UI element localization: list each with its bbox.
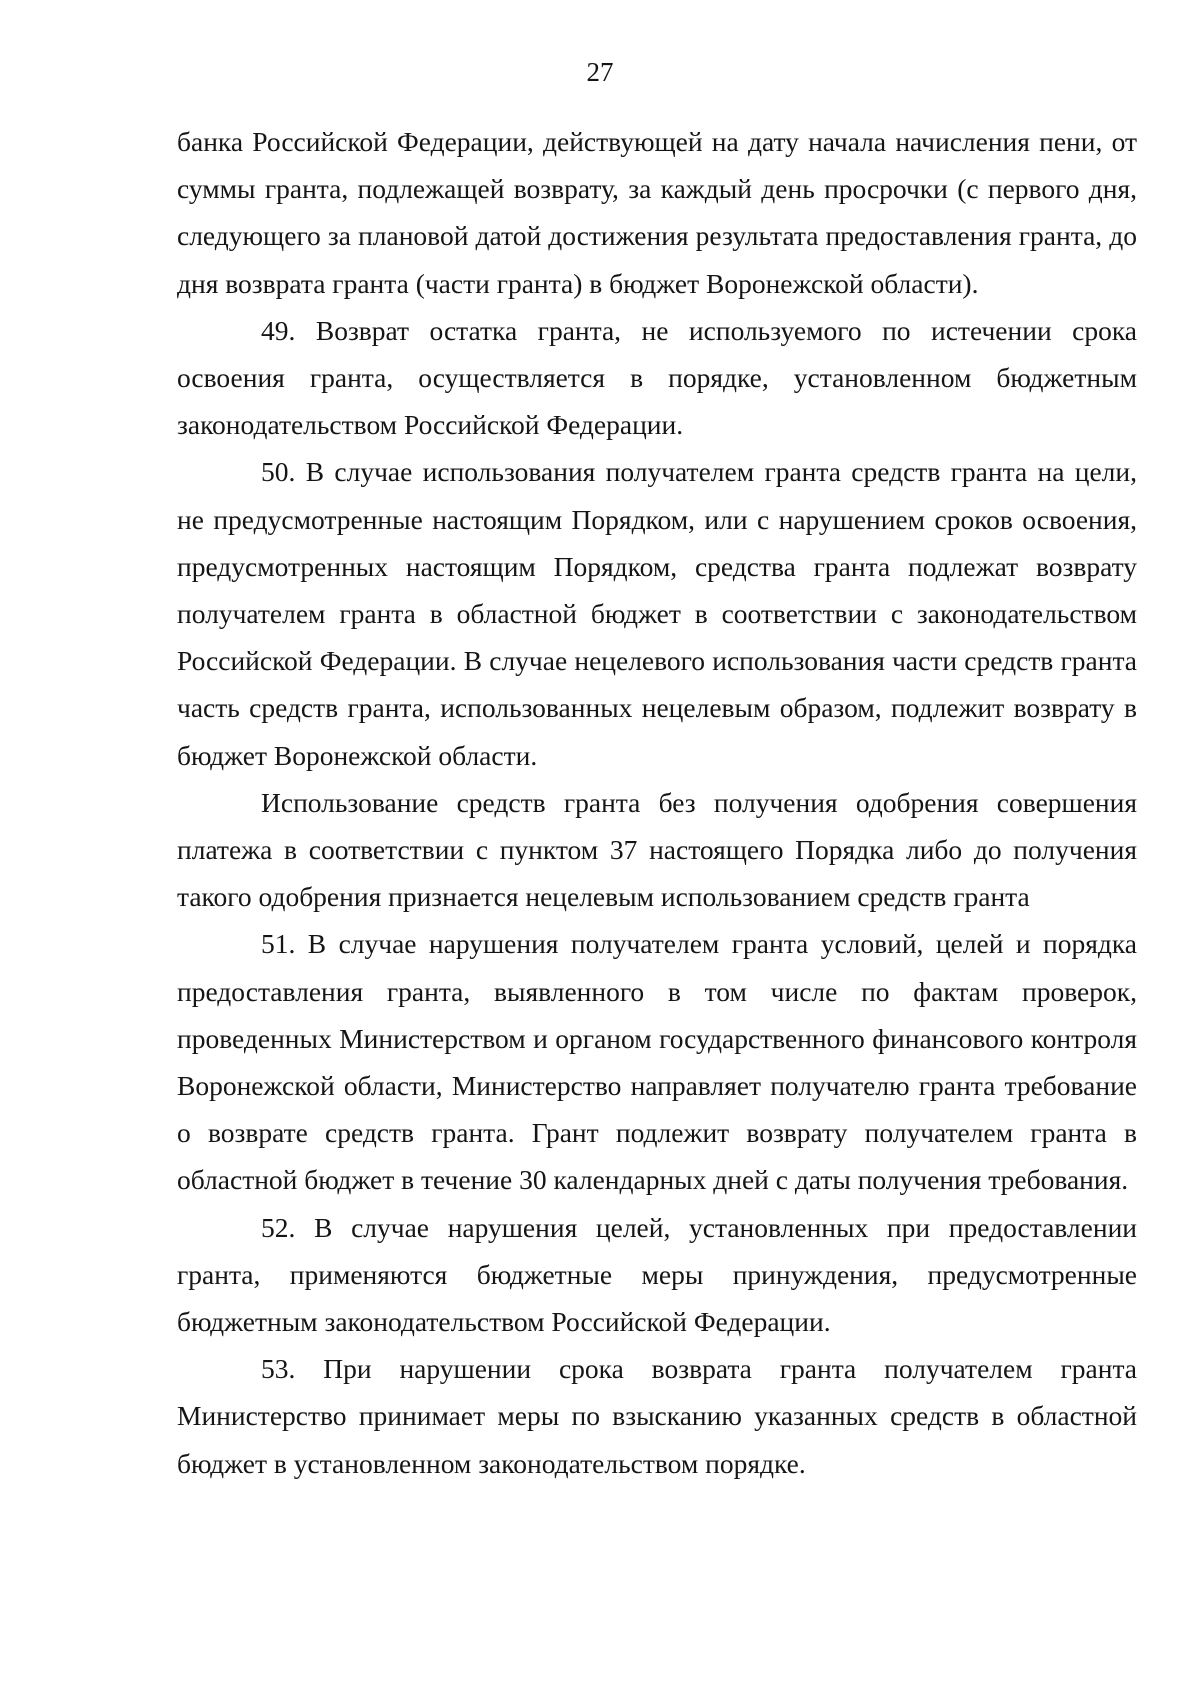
document-body: [177, 118, 1137, 1487]
paragraph-49: 49. Возврат остатка гранта, не используемого по истечении срока освоения гранта, осуществляется в порядке, установленном бюджетным законодательством Российской Федерации.: [177, 314, 1137, 441]
paragraph-50: 50. В случае использования получателем гранта средств гранта на цели, не предусмотренные настоящим Порядком, или с нарушением сроков освоения, предусмотренных настоящим Порядком, средства гранта подлежат возврату получателем гранта в областной бюджет в соответствии с законодательством Российской Федерации. В случае нецелевого использования части средств гранта часть средств гранта, использованных нецелевым образом, подлежит возврату в бюджет Воронежской области.: [177, 456, 1137, 771]
page-number: 27: [586, 57, 614, 87]
paragraph-53: 53. При нарушении срока возврата гранта получателем гранта Министерство принимает меры по взысканию указанных средств в областной бюджет в установленном законодательством порядке.: [177, 1353, 1137, 1479]
paragraph-50-note: Использование средств гранта без получения одобрения совершения платежа в соответствии с пунктом 37 настоящего Порядка либо до получения такого одобрения признается нецелевым использованием средств гранта: [177, 786, 1137, 913]
paragraph-52: 52. В случае нарушения целей, установленных при предоставлении гранта, применяются бюджетные меры принуждения, предусмотренные бюджетным законодательством Российской Федерации.: [177, 1211, 1137, 1338]
paragraph-51: 51. В случае нарушения получателем гранта условий, целей и порядка предоставления гранта, выявленного в том числе по фактам проверок, проведенных Министерством и органом государственного финансового контроля Воронежской области, Министерство направляет получателю гранта требование о возврате средств гранта. Грант подлежит возврату получателем гранта в областной бюджет в течение 30 календарных дней с даты получения требования.: [177, 928, 1137, 1196]
paragraph-continuation: банка Российской Федерации, действующей на дату начала начисления пени, от суммы гранта, подлежащей возврату, за каждый день просрочки (с первого дня, следующего за плановой датой достижения результата предоставления гранта, до дня возврата гранта (части гранта) в бюджет Воронежской области).: [177, 126, 1137, 299]
